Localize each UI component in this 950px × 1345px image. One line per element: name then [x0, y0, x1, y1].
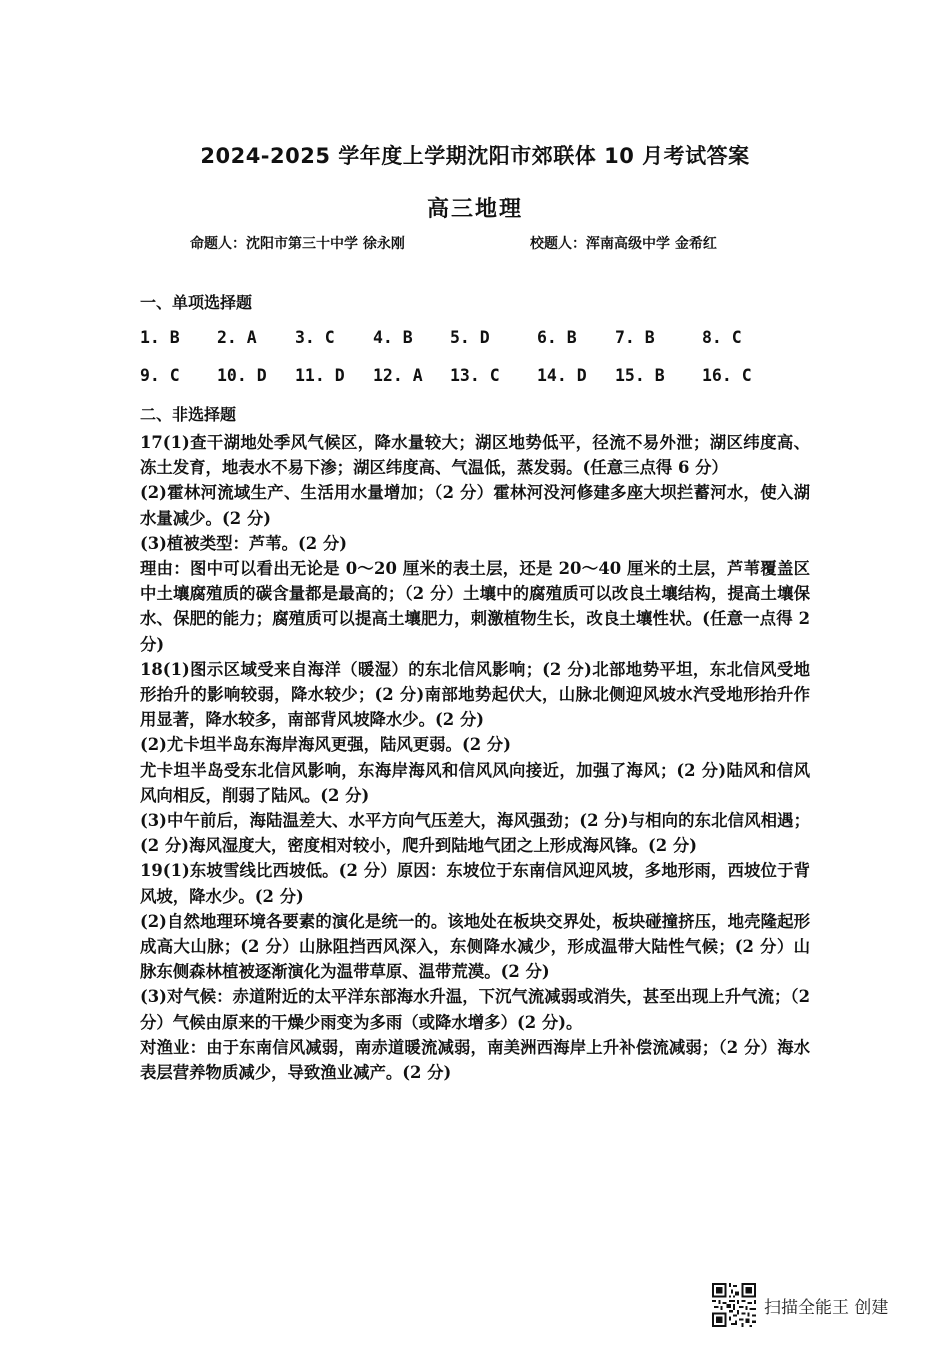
- answer-item: 10. D: [217, 366, 267, 385]
- answer-paragraph: 尤卡坦半岛受东北信风影响，东海岸海风和信风风向接近，加强了海风；(2 分)陆风和信风风向相反，削弱了陆风。(2 分): [140, 760, 810, 805]
- answer-paragraph: (2)霍林河流域生产、生活用水量增加；（2 分）霍林河没河修建多座大坝拦蓄河水，使入湖水量减少。(2 分): [140, 483, 810, 528]
- answer-item: 15. B: [615, 366, 665, 385]
- answer-paragraph: (2)自然地理环境各要素的演化是统一的。该地处在板块交界处，板块碰撞挤压，地壳隆起形成高大山脉；(2 分）山脉阻挡西风深入，东侧降水减少，形成温带大陆性气候；(2 分）山脉东侧森林植被逐渐演化为温带草原、温带荒漠。(2 分): [140, 911, 810, 982]
- proposer-line: 命题人：沈阳市第三十中学 徐永刚: [190, 236, 405, 252]
- answer-item: 1. B: [140, 328, 180, 347]
- answer-item: 2. A: [217, 328, 257, 347]
- answer-paragraph: (3)中午前后，海陆温差大、水平方向气压差大，海风强劲；(2 分)与相向的东北信风相遇；(2 分)海风湿度大，密度相对较小，爬升到陆地气团之上形成海风锋。(2 分): [140, 811, 810, 856]
- answer-paragraph: (2)尤卡坦半岛东海岸海风更强，陆风更弱。(2 分): [140, 735, 511, 755]
- scanner-label: 扫描全能王 创建: [764, 1297, 889, 1318]
- answer-paragraph: 理由：图中可以看出无论是 0～20 厘米的表土层，还是 20～40 厘米的土层，芦苇覆盖区中土壤腐殖质的碳含量都是最高的；（2 分）土壤中的腐殖质可以改良土壤结构，提高土壤保水、保肥的能力；腐殖质可以提高土壤肥力，刺激植物生长，改良土壤性状。(任意一点得 2 分): [140, 559, 810, 654]
- answer-item: 9. C: [140, 366, 180, 385]
- answer-paragraph: 17(1)查干湖地处季风气候区，降水量较大；湖区地势低平，径流不易外泄；湖区纬度高、冻土发育，地表水不易下渗；湖区纬度高、气温低，蒸发弱。(任意三点得 6 分）: [140, 433, 810, 478]
- answer-item: 8. C: [702, 328, 742, 347]
- qr-code-icon: [712, 1283, 756, 1327]
- answer-paragraph: 19(1)东坡雪线比西坡低。(2 分）原因：东坡位于东南信风迎风坡，多地形雨，西坡位于背风坡，降水少。(2 分): [140, 861, 810, 906]
- answer-item: 12. A: [373, 366, 423, 385]
- answer-item: 7. B: [615, 328, 655, 347]
- answer-item: 4. B: [373, 328, 413, 347]
- section-2-heading: 二、非选择题: [140, 405, 237, 424]
- answer-item: 13. C: [450, 366, 500, 385]
- answer-item: 16. C: [702, 366, 752, 385]
- answer-paragraph: 18(1)图示区域受来自海洋（暖湿）的东北信风影响；(2 分)北部地势平坦，东北信风受地形抬升的影响较弱，降水较少；(2 分)南部地势起伏大，山脉北侧迎风坡水汽受地形抬升作用显著，降水较多，南部背风坡降水少。(2 分): [140, 659, 810, 730]
- answer-item: 3. C: [295, 328, 335, 347]
- free-response-answers: [140, 430, 810, 1085]
- document-title: 2024-2025 学年度上学期沈阳市郊联体 10 月考试答案: [200, 144, 750, 168]
- reviewer-line: 校题人：浑南高级中学 金希红: [530, 236, 717, 252]
- answer-paragraph: (3)对气候：赤道附近的太平洋东部海水升温，下沉气流减弱或消失，甚至出现上升气流；（2 分）气候由原来的干燥少雨变为多雨（或降水增多）(2 分)。: [140, 987, 810, 1032]
- document-subtitle: 高三地理: [426, 196, 523, 222]
- answer-paragraph: 对渔业：由于东南信风减弱，南赤道暖流减弱，南美洲西海岸上升补偿流减弱；（2 分）海水表层营养物质减少，导致渔业减产。(2 分): [140, 1037, 810, 1083]
- answer-item: 5. D: [450, 328, 490, 347]
- answer-item: 11. D: [295, 366, 345, 385]
- answer-item: 14. D: [537, 366, 587, 385]
- answer-paragraph: (3)植被类型：芦苇。(2 分): [140, 533, 348, 553]
- section-1-heading: 一、单项选择题: [140, 293, 253, 312]
- scanner-watermark: [712, 1283, 888, 1327]
- answer-item: 6. B: [537, 328, 577, 347]
